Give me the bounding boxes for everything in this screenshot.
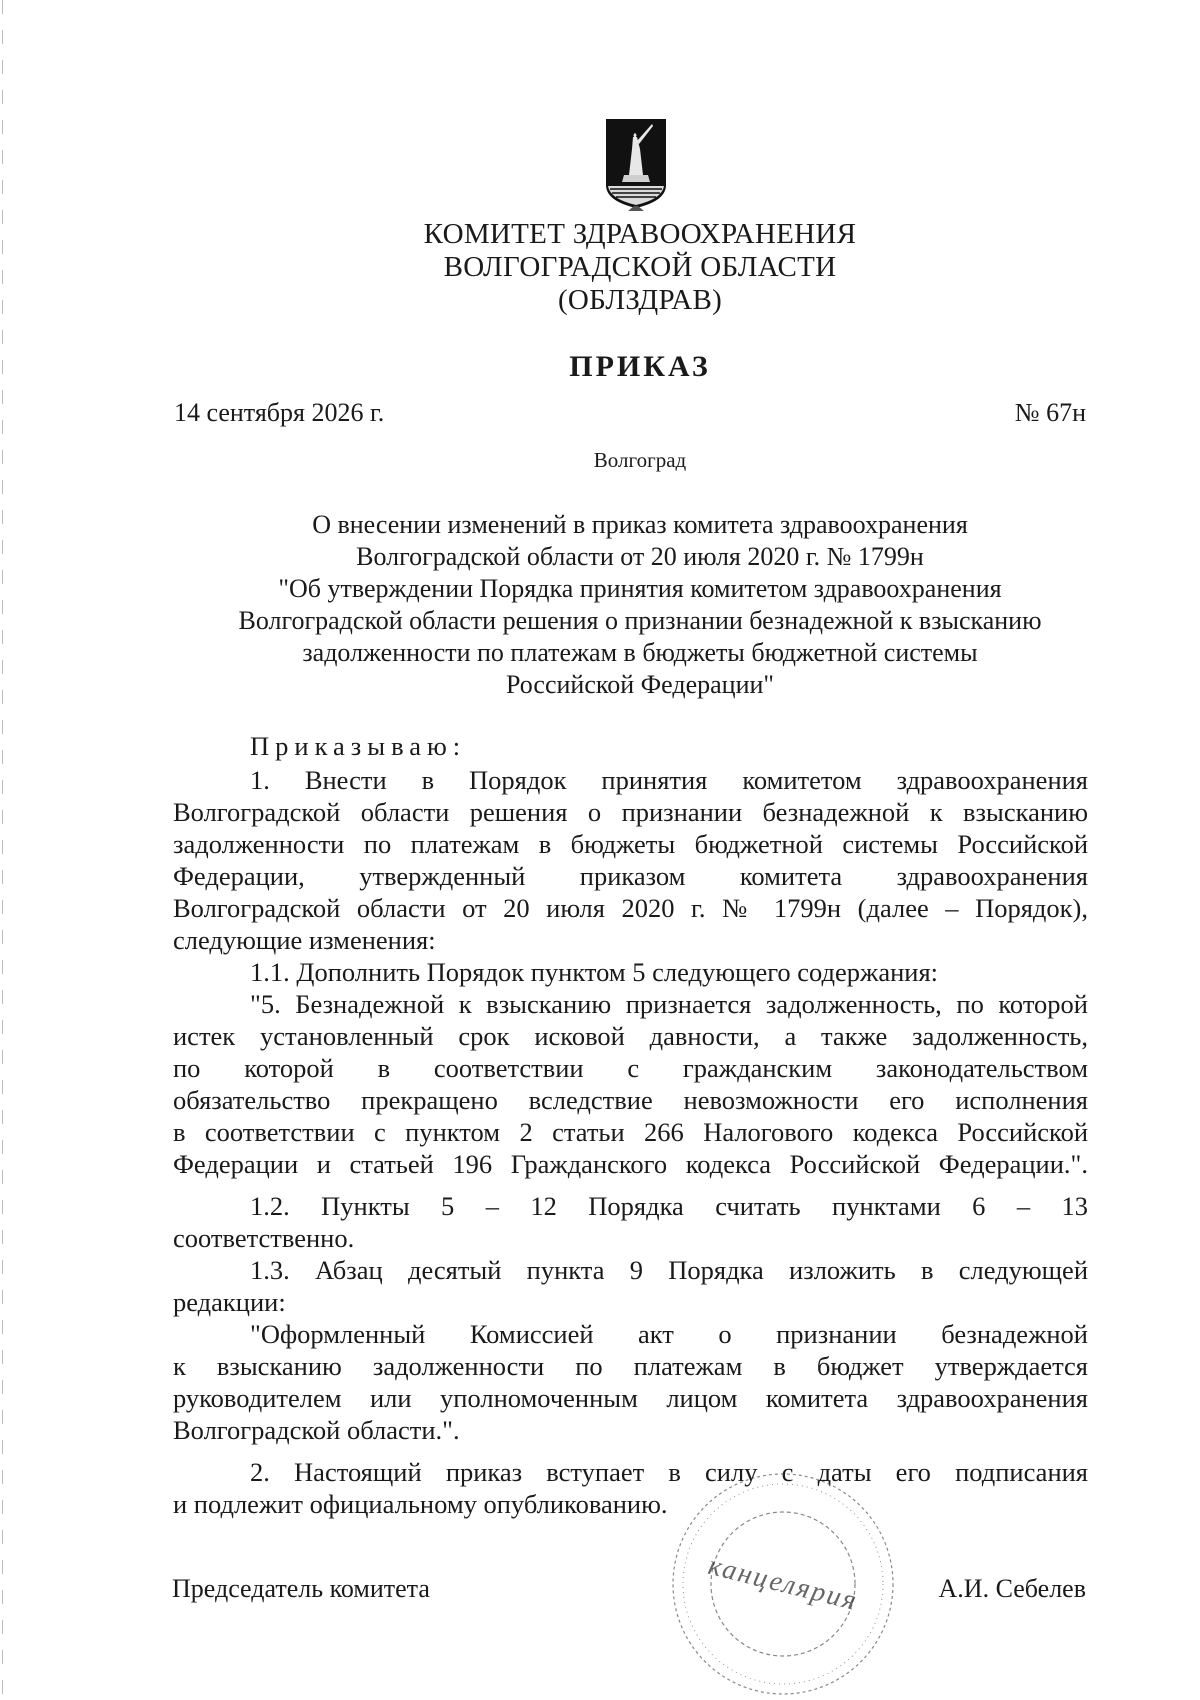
body-line: 1.1. Дополнить Порядок пунктом 5 следующего содержания: [250,957,939,987]
body-line: Волгоградской области.". [173,1415,460,1445]
body-line: 1.2. Пункты 5 – 12 Порядка считать пунктами 6 – 13 [250,1191,1088,1221]
body-line: 1. Внести в Порядок принятия комитетом здравоохранения [250,765,1088,795]
body-line: руководителем или уполномоченным лицом комитета здравоохранения [173,1383,1088,1413]
body-line: и подлежит официальному опубликованию. [173,1489,668,1519]
stamp-text: канцелярия [705,1549,862,1618]
body-line: "Оформленный Комиссией акт о признании безнадежной [250,1319,1088,1349]
signatory-position: Председатель комитета [172,1574,430,1603]
signatory-name: А.И. Себелев [938,1574,1086,1603]
document-title-line: Волгоградской области от 20 июля 2020 г. № 1799н [356,542,924,571]
body-line: в соответствии с пунктом 2 статьи 266 Налогового кодекса Российской [173,1117,1088,1147]
scan-edge-line [2,0,3,1696]
document-title-line: Волгоградской области решения о признании безнадежной к взысканию [238,606,1042,635]
body-line: по которой в соответствии с гражданским законодательством [173,1053,1088,1083]
body-line: истек установленный срок исковой давности, а также задолженность, [173,1021,1088,1051]
body-line: 1.3. Абзац десятый пункта 9 Порядка изложить в следующей [250,1255,1088,1285]
document-title-line: задолженности по платежам в бюджеты бюджетной системы [302,638,978,667]
organization-abbreviation: (ОБЛЗДРАВ) [557,284,723,316]
body-line: соответственно. [173,1223,355,1253]
document-date: 14 сентября 2026 г. [174,398,385,427]
document-type: ПРИКАЗ [569,350,711,383]
order-word: Приказываю: [250,731,467,761]
body-line: Федерации, утвержденный приказом комитета здравоохранения [173,861,1088,891]
document-title-line: "Об утверждении Порядка принятия комитетом здравоохранения [278,574,1002,603]
body-line: Федерации и статьей 196 Гражданского кодекса Российской Федерации.". [173,1149,1088,1179]
body-line: редакции: [173,1287,286,1317]
document-number: № 67н [1014,398,1086,427]
body-line: к взысканию задолженности по платежам в бюджет утверждается [173,1351,1088,1381]
document-title-line: Российской Федерации" [505,670,775,699]
body-line: следующие изменения: [173,925,436,955]
volgograd-coat-of-arms-icon [600,115,672,211]
document-title-line: О внесении изменений в приказ комитета здравоохранения [312,510,968,539]
body-line: Волгоградской области решения о признании безнадежной к взысканию [173,797,1088,827]
body-line: обязательство прекращено вследствие невозможности его исполнения [173,1085,1088,1115]
office-stamp-icon [667,1468,899,1700]
body-line: "5. Безнадежной к взысканию признается задолженность, по которой [250,989,1088,1019]
document-city: Волгоград [593,448,687,472]
body-line: 2. Настоящий приказ вступает в силу с даты его подписания [250,1457,1088,1487]
organization-name-line2: ВОЛГОГРАДСКОЙ ОБЛАСТИ [443,251,837,283]
body-line: Волгоградской области от 20 июля 2020 г. № 1799н (далее – Порядок), [173,893,1088,923]
body-line: задолженности по платежам в бюджеты бюджетной системы Российской [173,829,1088,859]
organization-name-line1: КОМИТЕТ ЗДРАВООХРАНЕНИЯ [423,218,857,250]
